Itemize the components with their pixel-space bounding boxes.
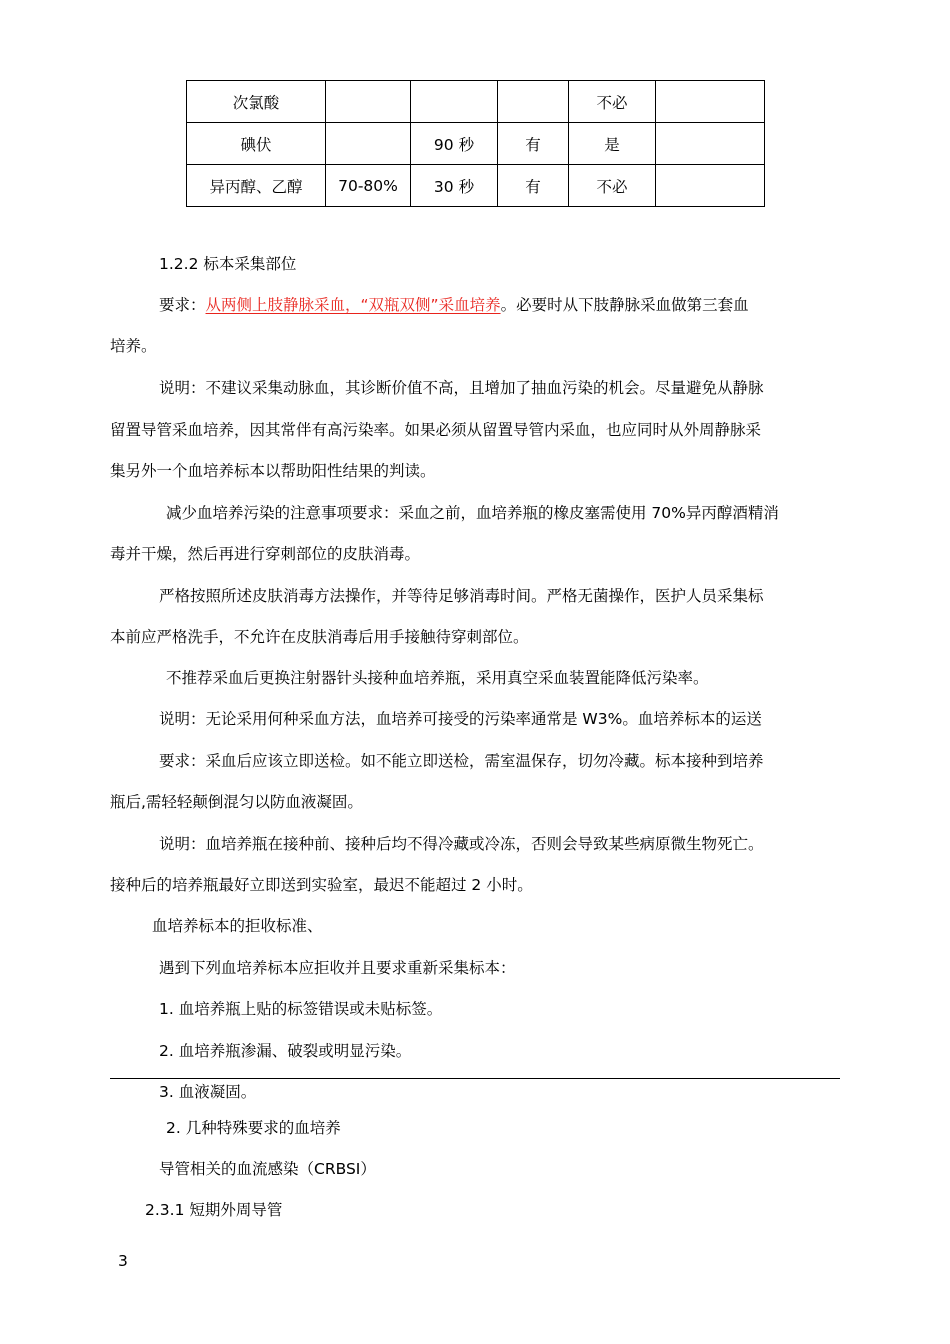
text-span: 要求： [159,296,206,314]
highlighted-requirement: 从两侧上肢静脉采血，“双瓶双侧”采血培养 [205,296,501,314]
paragraph-line: 瓶后,需轻轻颠倒混匀以防血液凝固。 [110,793,363,811]
paragraph-line: 遇到下列血培养标本应拒收并且要求重新采集标本： [159,959,516,977]
table-row [187,165,765,207]
table-cell [411,81,498,123]
table-cell: 70-80% [326,165,411,207]
paragraph-line: 血培养标本的拒收标准、 [152,917,323,935]
paragraph-line: 说明：血培养瓶在接种前、接种后均不得冷藏或冷冻，否则会导致某些病原微生物死亡。 [159,835,764,853]
table-cell: 有 [498,165,569,207]
section-heading: 2. 几种特殊要求的血培养 [166,1119,341,1137]
page-number: 3 [118,1252,128,1270]
table-cell: 有 [498,123,569,165]
paragraph-line: 毒并干燥，然后再进行穿刺部位的皮肤消毒。 [110,545,421,563]
table-cell: 30 秒 [411,165,498,207]
list-item: 1. 血培养瓶上贴的标签错误或未贴标签。 [159,1000,443,1018]
paragraph-line: 接种后的培养瓶最好立即送到实验室，最迟不能超过 2 小时。 [110,876,533,894]
paragraph-line [159,296,749,315]
paragraph-line: 集另外一个血培养标本以帮助阳性结果的判读。 [110,462,436,480]
table-cell: 异丙醇、乙醇 [187,165,326,207]
paragraph-line: 说明：不建议采集动脉血，其诊断价值不高，且增加了抽血污染的机会。尽量避免从静脉 [159,379,764,397]
table-cell [656,123,765,165]
text-span: 。必要时从下肢静脉采血做第三套血 [500,296,749,314]
horizontal-rule [110,1078,840,1079]
table-cell [326,81,411,123]
table-cell: 不必 [569,81,656,123]
paragraph-line: 严格按照所述皮肤消毒方法操作，并等待足够消毒时间。严格无菌操作，医护人员采集标 [159,587,764,605]
table-row [187,81,765,123]
table-cell: 次氯酸 [187,81,326,123]
paragraph-line: 导管相关的血流感染（CRBSI） [159,1160,376,1178]
paragraph-line: 不推荐采血后更换注射器针头接种血培养瓶，采用真空采血装置能降低污染率。 [166,669,709,687]
list-item: 2. 血培养瓶渗漏、破裂或明显污染。 [159,1042,412,1060]
table-cell [498,81,569,123]
paragraph-line: 本前应严格洗手，不允许在皮肤消毒后用手接触待穿刺部位。 [110,628,529,646]
table-row [187,123,765,165]
table-cell: 是 [569,123,656,165]
paragraph-line: 培养。 [110,337,157,355]
paragraph-line: 减少血培养污染的注意事项要求：采血之前，血培养瓶的橡皮塞需使用 70%异丙醇酒精消 [166,504,779,522]
table-cell: 90 秒 [411,123,498,165]
table-cell [656,165,765,207]
table-cell [656,81,765,123]
paragraph-line: 留置导管采血培养，因其常伴有高污染率。如果必须从留置导管内采血，也应同时从外周静脉采 [110,421,762,439]
table-cell: 碘伏 [187,123,326,165]
disinfectant-table [186,80,765,207]
paragraph-line: 说明：无论采用何种采血方法，血培养可接受的污染率通常是 W3%。血培养标本的运送 [159,710,762,728]
section-heading: 1.2.2 标本采集部位 [159,255,297,273]
section-heading: 2.3.1 短期外周导管 [145,1201,283,1219]
paragraph-line: 要求：采血后应该立即送检。如不能立即送检，需室温保存，切勿冷藏。标本接种到培养 [159,752,764,770]
table-cell: 不必 [569,165,656,207]
list-item: 3. 血液凝固。 [159,1083,257,1101]
table-cell [326,123,411,165]
